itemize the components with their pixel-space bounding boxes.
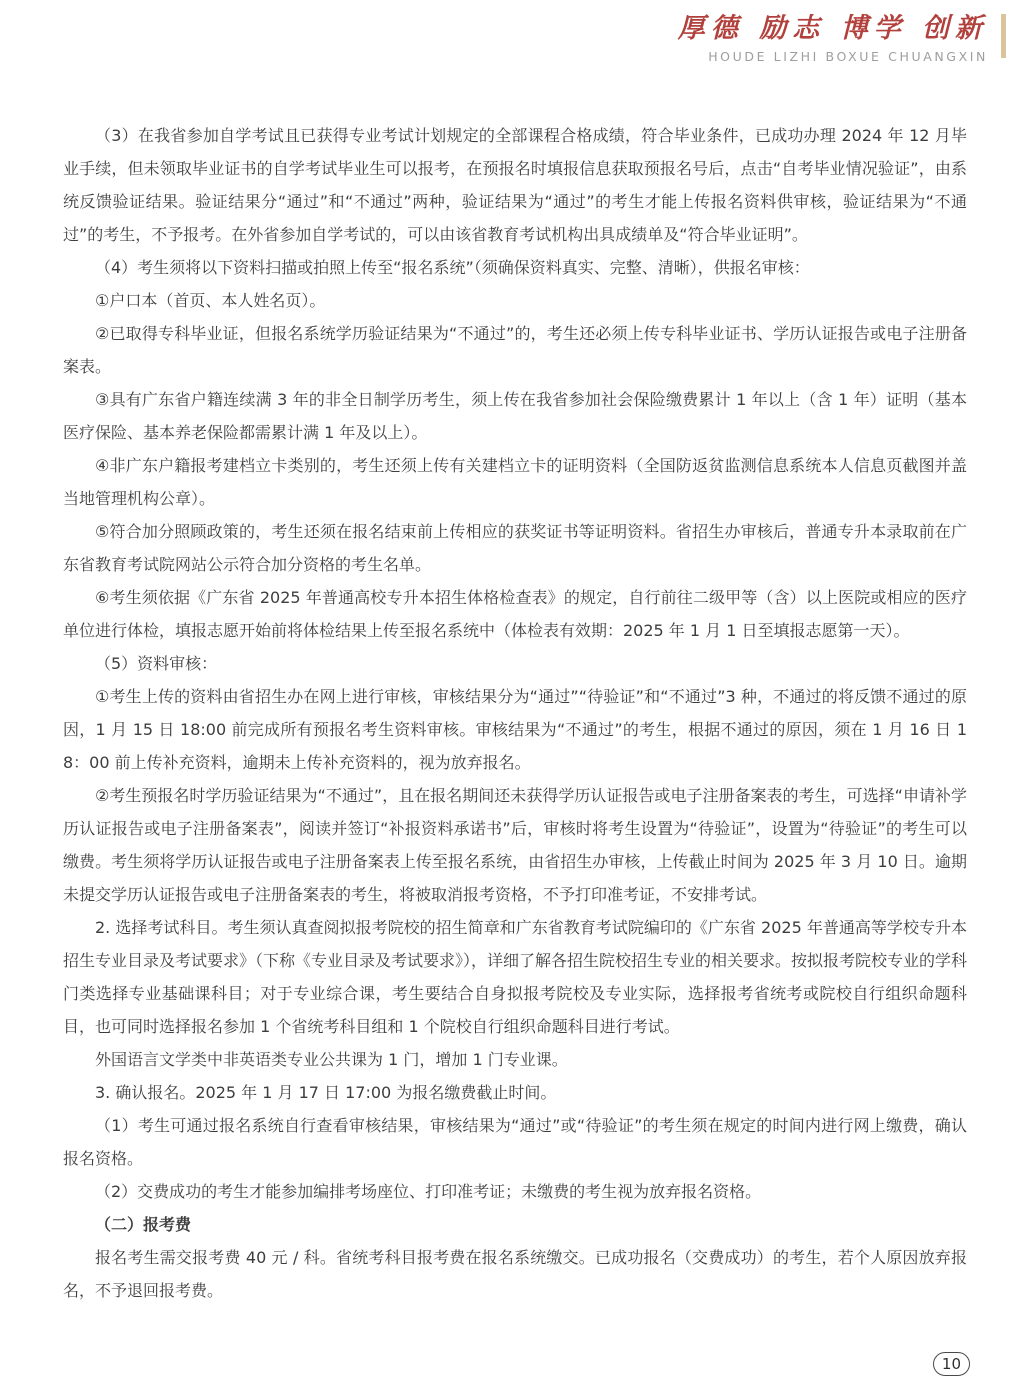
list-item: ⑥考生须依据《广东省 2025 年普通高校专升本招生体格检查表》的规定，自行前往二级甲等（含）以上医院或相应的医疗单位进行体检，填报志愿开始前将体检结果上传至报名系统中（体检表有效期：2025 年 1 月 1 日至填报志愿第一天）。: [63, 588, 967, 640]
page-header: [678, 12, 1006, 64]
paragraph: （1）考生可通过报名系统自行查看审核结果，审核结果为“通过”或“待验证”的考生须在规定的时间内进行网上缴费，确认报名资格。: [63, 1116, 967, 1168]
motto-chinese: 厚德 励志 博学 创新: [677, 13, 988, 44]
list-item: ②考生预报名时学历验证结果为“不通过”，且在报名期间还未获得学历认证报告或电子注册备案表的考生，可选择“申请补学历认证报告或电子注册备案表”，阅读并签订“补报资料承诺书”后，审核时将考生设置为“待验证”，设置为“待验证”的考生可以缴费。考生须将学历认证报告或电子注册备案表上传至报名系统，由省招生办审核，上传截止时间为 2025 年 3 月 10 日。逾期未提交学历认证报告或电子注册备案表的考生，将被取消报考资格，不予打印准考证，不安排考试。: [63, 786, 967, 904]
paragraph: 3. 确认报名。2025 年 1 月 17 日 17:00 为报名缴费截止时间。: [95, 1083, 557, 1102]
paragraph: （2）交费成功的考生才能参加编排考场座位、打印准考证；未缴费的考生视为放弃报名资格。: [95, 1182, 762, 1201]
paragraph: （3）在我省参加自学考试且已获得专业考试计划规定的全部课程合格成绩，符合毕业条件，已成功办理 2024 年 12 月毕业手续，但未领取毕业证书的自学考试毕业生可以报考，在预报名时填报信息获取预报名号后，点击“自考毕业情况验证”，由系统反馈验证结果。验证结果分“通过”和“不通过”两种，验证结果为“通过”的考生才能上传报名资料供审核，验证结果为“不通过”的考生，不予报考。在外省参加自学考试的，可以由该省教育考试机构出具成绩单及“符合毕业证明”。: [63, 126, 967, 244]
list-item: ①考生上传的资料由省招生办在网上进行审核，审核结果分为“通过”“待验证”和“不通过”3 种，不通过的将反馈不通过的原因，1 月 15 日 18:00 前完成所有预报名考生资料审核。审核结果为“不通过”的考生，根据不通过的原因，须在 1 月 16 日 18：00 前上传补充资料，逾期未上传补充资料的，视为放弃报名。: [63, 687, 967, 772]
list-item: ②已取得专科毕业证，但报名系统学历验证结果为“不通过”的，考生还必须上传专科毕业证书、学历认证报告或电子注册备案表。: [63, 324, 967, 376]
header-accent-bar: [1001, 14, 1006, 58]
paragraph: 2. 选择考试科目。考生须认真查阅拟报考院校的招生简章和广东省教育考试院编印的《广东省 2025 年普通高等学校专升本招生专业目录及考试要求》（下称《专业目录及考试要求》），详细了解各招生院校招生专业的相关要求。按拟报考院校专业的学科门类选择专业基础课科目；对于专业综合课，考生要结合自身拟报考院校及专业实际，选择报考省统考或院校自行组织命题科目，也可同时选择报名参加 1 个省统考科目组和 1 个院校自行组织命题科目进行考试。: [63, 918, 968, 1036]
paragraph: 报名考生需交报考费 40 元 / 科。省统考科目报考费在报名系统缴交。已成功报名（交费成功）的考生，若个人原因放弃报名，不予退回报考费。: [63, 1248, 967, 1300]
list-item: ⑤符合加分照顾政策的，考生还须在报名结束前上传相应的获奖证书等证明资料。省招生办审核后，普通专升本录取前在广东省教育考试院网站公示符合加分资格的考生名单。: [63, 522, 967, 574]
list-item: ①户口本（首页、本人姓名页）。: [95, 291, 326, 310]
paragraph: （5）资料审核：: [95, 654, 218, 673]
page-number-badge: 10: [933, 1352, 970, 1376]
paragraph: 外国语言文学类中非英语类专业公共课为 1 门，增加 1 门专业课。: [95, 1050, 568, 1069]
motto-pinyin: HOUDE LIZHI BOXUE CHUANGXIN: [708, 49, 988, 64]
list-item: ④非广东户籍报考建档立卡类别的，考生还须上传有关建档立卡的证明资料（全国防返贫监测信息系统本人信息页截图并盖当地管理机构公章）。: [63, 456, 967, 508]
list-item: ③具有广东省户籍连续满 3 年的非全日制学历考生，须上传在我省参加社会保险缴费累计 1 年以上（含 1 年）证明（基本医疗保险、基本养老保险都需累计满 1 年及以上）。: [63, 390, 967, 442]
document-body: [63, 119, 967, 1307]
section-heading-fee: （二）报考费: [95, 1215, 192, 1234]
school-motto: [678, 12, 988, 64]
paragraph: （4）考生须将以下资料扫描或拍照上传至“报名系统”（须确保资料真实、完整、清晰），供报名审核：: [95, 258, 810, 277]
